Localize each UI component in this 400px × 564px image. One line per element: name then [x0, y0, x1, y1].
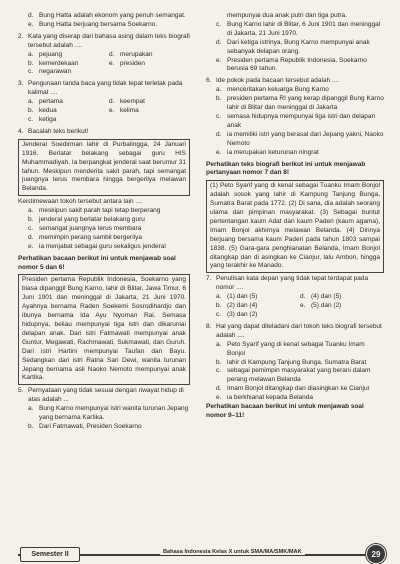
- reading-box-imam-bonjol: (1) Peto Syarif yang di kenal sebagai Tuanku Imam Bonjol adalah sosok yang lahir di Kampung Tanjung Bunga, Sumatra Barat pada 1772. (2) Di sana, dia adalah seorang ulama dan pimpinan masyarakat. (3) Sebagai buntut pertentangan kaum Adat dan kaum Paderi (kaum agama), Imam Bonjol akhirnya melawan Belanda. (4) Dirinya berjuang bersama kaum Paderi pada tahun 1803 sampai 1838. (5) Gara-gara penghianatan Belanda, Imam Bonjol ditangkap dan di asingkan ke Cianjur, lalu Ambon, hingga yang terakhir ke Manado.: [206, 180, 384, 273]
- question-8: 8. Hal yang dapat diteladani dari tokoh teks biografi tersebut adalah ....: [206, 322, 382, 339]
- semester-label: Semester II: [20, 547, 80, 562]
- list-item: d. memimpin perang sambil bergerilya: [28, 233, 142, 241]
- list-item: e. ia berkhianat kepada Belanda: [216, 394, 314, 402]
- list-item: b. lahir di Kampung Tanjung Bunga, Sumatra Barat: [216, 358, 367, 366]
- question-3-options: a. pertama d. keempat b. kedua e. kelima c. ketiga: [28, 98, 145, 123]
- section-heading: Perhatikan teks biografi berikut ini untuk menjawab pertanyaan nomor 7 dan 8!: [206, 160, 366, 177]
- right-column: [206, 12, 384, 421]
- reading-box-soekarno: Presiden pertama Republik Indonesia, Soekarno yang biasa dipanggil Bung Karno, lahir di Blitar, Jawa Timur, 6 Juni 1901 dan meninggal di Jakarta, 21 Juni 1970. Ayahnya bernama Raden Soekemi Sosrodihardjo dan ibunya bernama Ida Ayu Nyoman Rai. Semasa hidupnya, beliau mempunyai tiga istri dan dikaruniai delapan anak. Dari istri Fatmawati mempunyai anak Guntur, Megawati, Rachmawati, Sukmawati, dan Guruh. Dari istri Hartini mempunyai Taufan dan Bayu. Sedangkan dari istri Ratna Sari Dewi, wanita turunan Jepang bernama asli Naoko Nemoto mempunyai anak Kartika.: [18, 274, 190, 385]
- question-6: 6. Ide pokok pada bacaan tersebut adalah ....: [206, 77, 340, 85]
- book-title: Bahasa Indonesia Kelas X untuk SMA/MA/SMK/MAK: [160, 549, 305, 555]
- list-item: d. Dari ketiga istrinya, Bung Karno mempunyai anak sebanyak delapan orang.: [216, 38, 370, 55]
- list-item: a. Peto Syarif yang di kenal sebagai Tuanku Imam Bonjol: [216, 340, 365, 357]
- page-footer: [0, 544, 400, 564]
- list-item: a. menceritakan keluarga Bung Karno: [216, 86, 329, 94]
- list-item: d. ia memiliki istri yang berasal dari Jepang yakni, Naoko Nemoto: [216, 130, 384, 147]
- list-item: d. Bung Hatta adalah ekonom yang penuh semangat.: [28, 12, 186, 19]
- question-3: 3. Pengunaan tanda baca yang tidak tepat terletak pada kalimat ....: [18, 80, 183, 97]
- list-item: a. Bung Karno mempunyai istri wanita turunan Jepang yang bernama Kartika.: [28, 405, 189, 422]
- list-item: e. Presiden pertama Republik Indonesia, Soekarno berusia 69 tahun.: [216, 56, 367, 73]
- list-item: e. Bung Hatta berjuang bersama Soekarno.: [28, 20, 158, 28]
- reading-box-soedirman: Jenderal Soedirman lahir di Purbalingga, 24 Januari 1916. Berlatar belakang sebagai guru HIS Muhammadiyah. Ia berpangkat jenderal saat berumur 31 tahun. Meskipun menderita sakit parah, tapi semangat juangnya terus membara hingga bergerilya melawan Belanda.: [18, 139, 190, 196]
- list-item: d. Imam Bonjol ditangkap dan diasingkan ke Cianjur: [216, 385, 370, 393]
- list-item: c. semasa hidupnya mempunyai tiga istri dan delapan anak: [216, 112, 376, 129]
- list-item: c. sebagai pemimpin masyarakat yang berani dalam perang melawan Belanda: [216, 367, 371, 384]
- list-item: b. jenderal yang berlatar belakang guru: [28, 216, 145, 224]
- question-7: 7. Penulisan kata depan yang tidak tepat terdapat pada nomor ....: [206, 275, 369, 292]
- question-2-options: a. pejuang d. merupakan b. kemerdekaan e. presiden c. negarawan: [28, 50, 153, 76]
- question-7-options: a. (1) dan (5) d. (4) dan (5) b. (2) dan (4) e. (5) dan (2) c. (3) dan (2): [216, 293, 342, 318]
- list-item: c. semangat juangnya terus membara: [28, 224, 142, 232]
- left-column: [18, 12, 190, 432]
- question-5: 5. Pernyataan yang tidak sesuai dengan riwayat hidup di atas adalah ...: [18, 387, 184, 404]
- list-item: b. presiden pertama RI yang kerap dipanggil Bung Karno lahir di Blitar dan meninggal di Jakarta: [216, 95, 384, 112]
- list-item: b. Dari Fatmawati, Presiden Soekarno: [28, 422, 142, 430]
- list-item: a. meskipun sakit parah tapi tetap berperang: [28, 207, 161, 215]
- question-2: 2. Kata yang diserap dari bahasa asing dalam teks biografi tersebut adalah ....: [18, 32, 190, 49]
- list-item: e. ia menjabat sebagai guru sekaligus jenderal: [28, 242, 166, 250]
- list-item: c. Bung Karno lahir di Blitar, 6 Juni 1901 dan meninggal di Jakarta, 21 Juni 1970.: [216, 20, 381, 37]
- question-4-stem: Keistimewaan tokoh tersebut antara lain ....: [18, 198, 143, 206]
- section-heading: Perhatikan bacaan berikut ini untuk menjawab soal nomor 5 dan 6!: [18, 254, 176, 271]
- section-heading: Perhatikan bacaan berikut ini untuk menjawab soal nomor 9–11!: [206, 403, 364, 419]
- question-4: 4. Bacalah teks berikut!: [18, 127, 89, 135]
- list-item: e. ia merupakan keturunan ningrat: [216, 148, 319, 156]
- continued-text: mempunyai dua anak putri dan tiga putra.: [227, 12, 347, 19]
- page-number: 29: [366, 544, 386, 564]
